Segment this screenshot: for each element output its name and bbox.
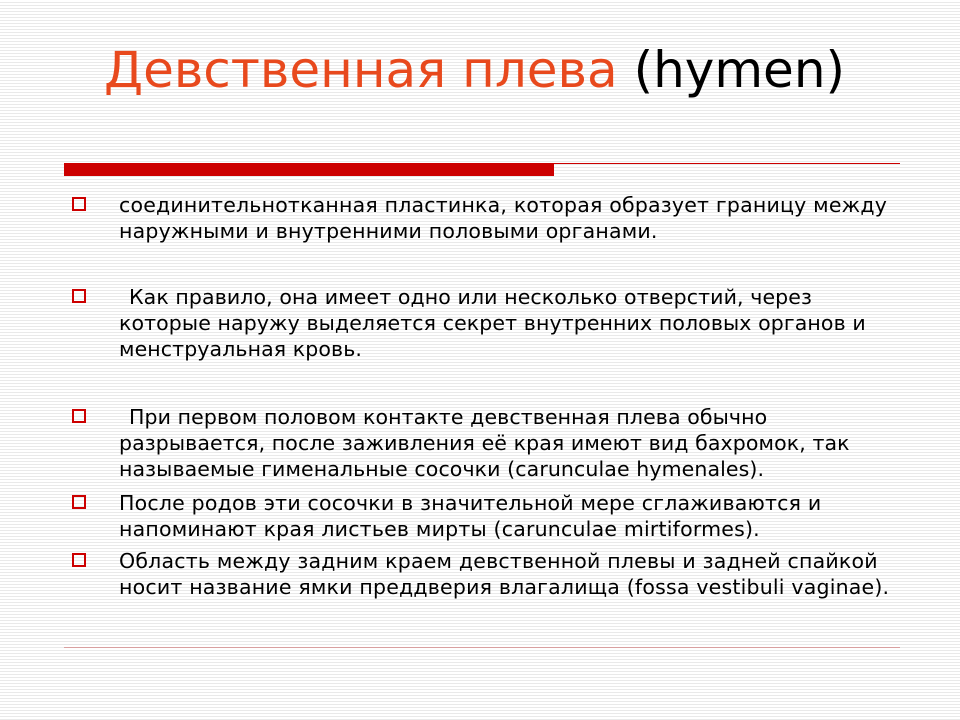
title-thick-rule <box>64 164 554 176</box>
bullet-text: После родов эти сосочки в значительной мере сглаживаются и напоминают края листьев мирты (carunculae mirtiformes). <box>119 491 822 541</box>
square-bullet-icon <box>72 409 86 423</box>
bottom-rule <box>64 647 900 648</box>
square-bullet-icon <box>72 495 86 509</box>
bullet-item <box>72 490 902 542</box>
bullet-text: Область между задним краем девственной плевы и задней спайкой носит название ямки преддверия влагалища (fossa vestibuli vaginae). <box>119 549 890 599</box>
bullet-item <box>72 404 902 482</box>
title-main-text: Девственная плева <box>104 41 618 99</box>
bullet-text: соединительнотканная пластинка, которая образует границу между наружными и внутренними половыми органами. <box>119 193 888 243</box>
square-bullet-icon <box>72 289 86 303</box>
bullet-text: Как правило, она имеет одно или несколько отверстий, через которые наружу выделяется секрет внутренних половых органов и менструальная кровь. <box>119 285 866 361</box>
bullet-item <box>72 192 902 244</box>
bullet-item <box>72 284 902 362</box>
square-bullet-icon <box>72 197 86 211</box>
bullet-list <box>72 192 902 600</box>
slide-title <box>104 40 845 100</box>
title-latin-text: (hymen) <box>633 41 846 99</box>
square-bullet-icon <box>72 553 86 567</box>
bullet-text: При первом половом контакте девственная плева обычно разрывается, после заживления её края имеют вид бахромок, так называемые гименальные сосочки (carunculae hymenales). <box>119 405 850 481</box>
bullet-item <box>72 548 902 600</box>
